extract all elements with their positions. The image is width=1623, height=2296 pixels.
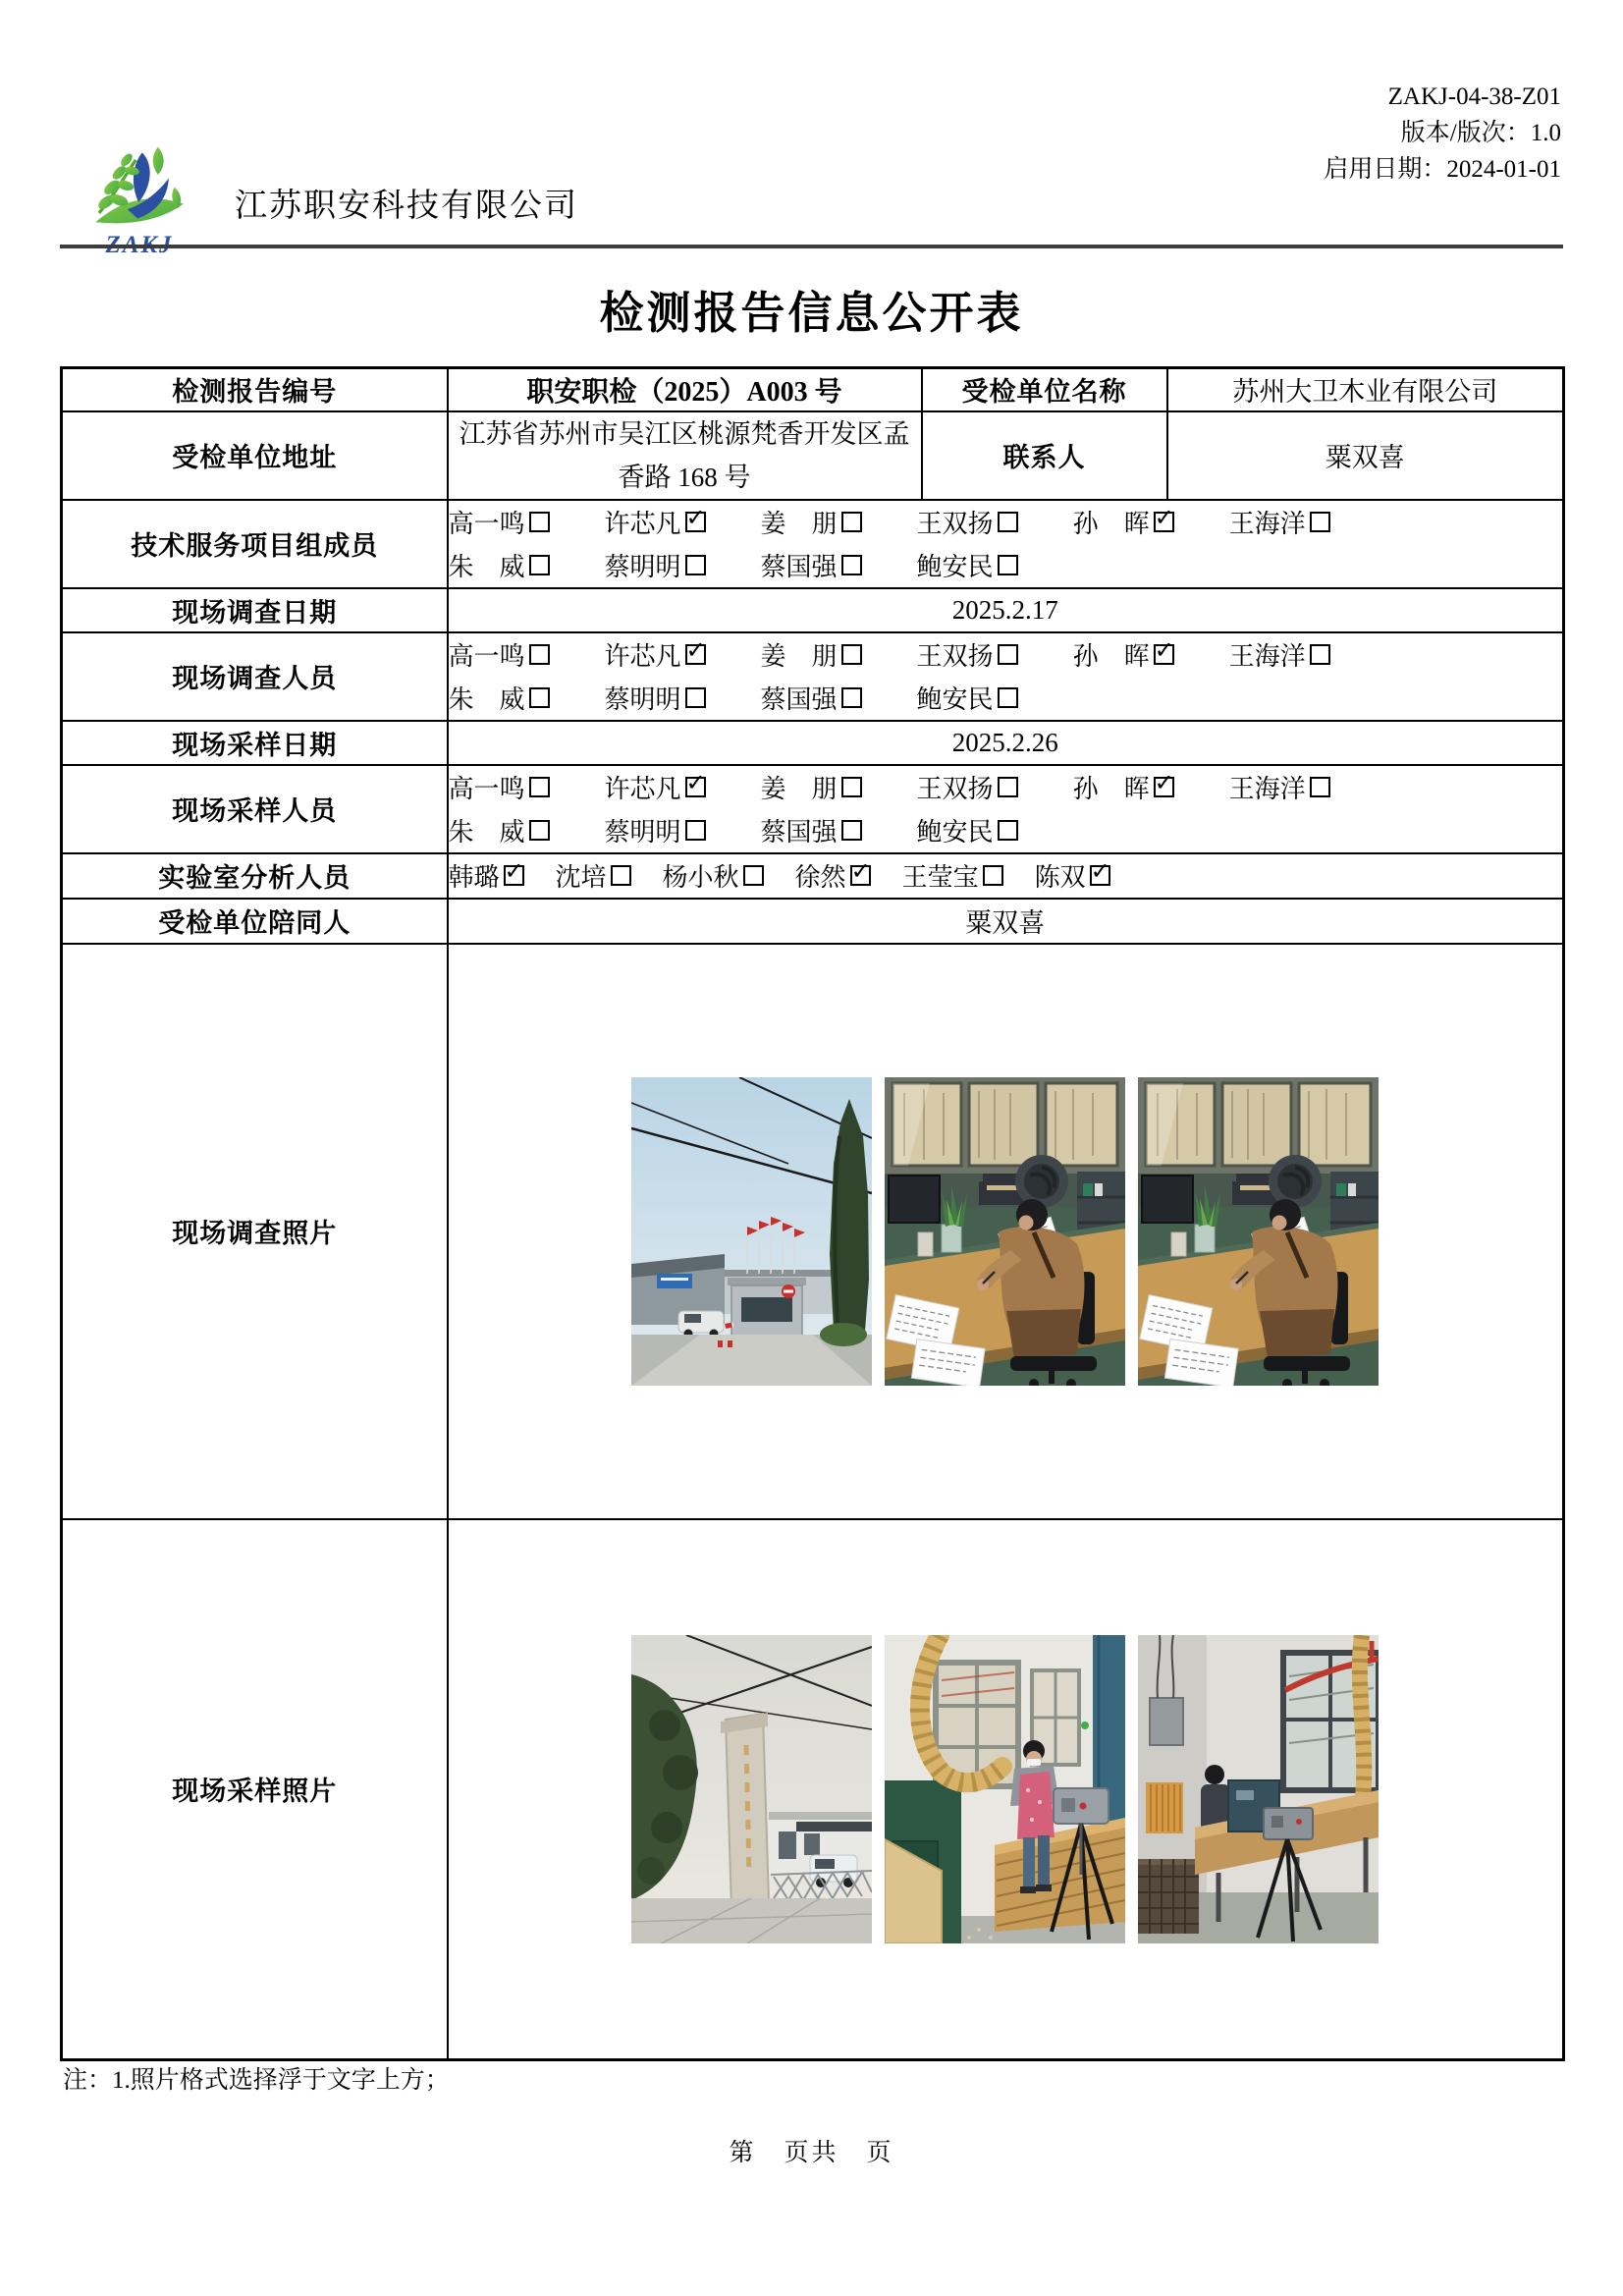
checkbox-unchecked-icon: [743, 865, 764, 886]
survey-staff-cell: [448, 632, 1564, 721]
checkbox-checked-icon: [685, 512, 706, 532]
personnel-option: [605, 636, 706, 673]
checkbox-unchecked-icon: [529, 555, 550, 575]
personnel-option: [449, 504, 550, 540]
checkbox-unchecked-icon: [685, 820, 706, 841]
personnel-option: [449, 636, 550, 673]
checkbox-checked-icon: [850, 865, 871, 886]
personnel-option: [663, 857, 764, 894]
personnel-option: [605, 547, 706, 583]
lab-staff-cell: [448, 853, 1564, 899]
checkbox-unchecked-icon: [841, 777, 862, 797]
survey-staff-line-1: [449, 633, 1563, 677]
project-members-label: 技术服务项目组成员: [62, 500, 448, 588]
personnel-option: [917, 769, 1018, 805]
table-row: [62, 632, 1564, 721]
footnote: 注：1.照片格式选择浮于文字上方；: [63, 2067, 450, 2094]
personnel-option: [1073, 504, 1174, 540]
header-divider: [60, 245, 1563, 248]
contact-label: 联系人: [922, 411, 1167, 500]
sampling-staff-label: 现场采样人员: [62, 765, 448, 853]
survey-photo-strip: [449, 1077, 1563, 1386]
survey-staff-line-2: [449, 677, 1563, 720]
checkbox-unchecked-icon: [998, 644, 1018, 665]
person-name: 韩璐: [448, 863, 500, 892]
checkbox-unchecked-icon: [841, 644, 862, 665]
checkbox-checked-icon: [1154, 644, 1174, 665]
leaf-swoosh-logo-icon: [84, 134, 194, 236]
company-logo: [78, 134, 201, 259]
checkbox-checked-icon: [1154, 512, 1174, 532]
checkbox-unchecked-icon: [611, 865, 631, 886]
version-line: 版本/版次：1.0: [1400, 120, 1561, 146]
person-name: 蔡明明: [604, 553, 681, 581]
office-survey-photo-2: [1138, 1077, 1379, 1386]
checkbox-unchecked-icon: [841, 512, 862, 532]
personnel-option: [1229, 636, 1330, 673]
person-name: 高一鸣: [448, 642, 525, 671]
personnel-option: [917, 636, 1018, 673]
lab-staff-line: [449, 854, 1563, 898]
sampling-staff-cell: [448, 765, 1564, 853]
person-name: 孙 晖: [1072, 775, 1150, 803]
report-no-value: 职安职检（2025）A003 号: [448, 368, 922, 411]
checkbox-unchecked-icon: [529, 820, 550, 841]
checkbox-unchecked-icon: [998, 512, 1018, 532]
checkbox-checked-icon: [504, 865, 524, 886]
survey-staff-label: 现场调查人员: [62, 632, 448, 721]
checkbox-unchecked-icon: [983, 865, 1003, 886]
survey-photos-label: 现场调查照片: [62, 944, 448, 1519]
survey-date-label: 现场调查日期: [62, 588, 448, 632]
personnel-option: [556, 857, 631, 894]
person-name: 姜 朋: [760, 510, 838, 538]
personnel-option: [917, 812, 1018, 848]
checkbox-unchecked-icon: [998, 820, 1018, 841]
person-name: 朱 威: [448, 553, 525, 581]
checkbox-unchecked-icon: [1310, 777, 1330, 797]
unit-name-value: 苏州大卫木业有限公司: [1167, 368, 1564, 411]
personnel-option: [1229, 504, 1330, 540]
person-name: 朱 威: [448, 818, 525, 847]
checkbox-unchecked-icon: [529, 512, 550, 532]
personnel-option: [761, 547, 862, 583]
checkbox-unchecked-icon: [998, 555, 1018, 575]
lab-staff-label: 实验室分析人员: [62, 853, 448, 899]
checkbox-unchecked-icon: [1310, 512, 1330, 532]
person-name: 姜 朋: [760, 642, 838, 671]
personnel-option: [605, 504, 706, 540]
workshop-conveyor-sampling-photo: [1138, 1635, 1379, 1943]
person-name: 鲍安民: [916, 553, 994, 581]
document-code: ZAKJ-04-38-Z01: [1387, 83, 1561, 110]
survey-photos-cell: [448, 944, 1564, 1519]
personnel-option: [1035, 857, 1110, 894]
table-row: [62, 500, 1564, 588]
personnel-option: [605, 769, 706, 805]
person-name: 王海洋: [1228, 642, 1306, 671]
person-name: 许芯凡: [604, 775, 681, 803]
members-line-2: [449, 544, 1563, 587]
personnel-option: [1073, 769, 1174, 805]
checkbox-checked-icon: [685, 777, 706, 797]
checkbox-checked-icon: [1090, 865, 1110, 886]
table-row: [62, 411, 1564, 500]
personnel-option: [605, 812, 706, 848]
personnel-option: [605, 680, 706, 716]
document-info: [1324, 79, 1561, 188]
personnel-option: [917, 547, 1018, 583]
project-members-cell: [448, 500, 1564, 588]
checkbox-unchecked-icon: [998, 777, 1018, 797]
table-row: [62, 721, 1564, 765]
person-name: 王双扬: [916, 510, 994, 538]
person-name: 蔡国强: [760, 818, 838, 847]
plant-entrance-photo: [631, 1635, 872, 1943]
person-name: 朱 威: [448, 685, 525, 714]
person-name: 王双扬: [916, 775, 994, 803]
checkbox-unchecked-icon: [841, 555, 862, 575]
personnel-option: [761, 680, 862, 716]
checkbox-unchecked-icon: [998, 687, 1018, 708]
person-name: 孙 晖: [1072, 642, 1150, 671]
disclosure-form-table: [60, 366, 1565, 2061]
unit-name-label: 受检单位名称: [922, 368, 1167, 411]
checkbox-unchecked-icon: [841, 820, 862, 841]
table-row: [62, 588, 1564, 632]
personnel-option: [761, 504, 862, 540]
personnel-option: [917, 504, 1018, 540]
person-name: 王海洋: [1228, 510, 1306, 538]
person-name: 杨小秋: [662, 863, 739, 892]
table-row: [62, 765, 1564, 853]
contact-value: 粟双喜: [1167, 411, 1564, 500]
person-name: 王莹宝: [901, 863, 979, 892]
report-no-label: 检测报告编号: [62, 368, 448, 411]
checkbox-unchecked-icon: [529, 777, 550, 797]
table-row: [62, 1519, 1564, 2060]
sampling-staff-line-2: [449, 809, 1563, 852]
person-name: 鲍安民: [916, 818, 994, 847]
sampling-staff-line-1: [449, 766, 1563, 809]
factory-gate-photo: [631, 1077, 872, 1386]
personnel-option: [449, 812, 550, 848]
sampling-photos-cell: [448, 1519, 1564, 2060]
personnel-option: [449, 857, 524, 894]
checkbox-unchecked-icon: [529, 644, 550, 665]
address-value: 江苏省苏州市吴江区桃源梵香开发区孟香路 168 号: [448, 411, 922, 500]
sampling-date-label: 现场采样日期: [62, 721, 448, 765]
personnel-option: [1229, 769, 1330, 805]
personnel-option: [902, 857, 1003, 894]
sampling-photo-strip: [449, 1635, 1563, 1943]
personnel-option: [795, 857, 871, 894]
personnel-option: [449, 769, 550, 805]
sampling-photos-label: 现场采样照片: [62, 1519, 448, 2060]
personnel-option: [1073, 636, 1174, 673]
personnel-option: [761, 769, 862, 805]
members-line-1: [449, 501, 1563, 544]
table-row: [62, 853, 1564, 899]
person-name: 王双扬: [916, 642, 994, 671]
office-survey-photo-1: [885, 1077, 1125, 1386]
person-name: 孙 晖: [1072, 510, 1150, 538]
person-name: 徐然: [794, 863, 846, 892]
person-name: 蔡国强: [760, 553, 838, 581]
page-header: [60, 77, 1563, 246]
person-name: 蔡国强: [760, 685, 838, 714]
company-name: 江苏职安科技有限公司: [235, 189, 578, 224]
person-name: 鲍安民: [916, 685, 994, 714]
person-name: 沈培: [555, 863, 607, 892]
address-label: 受检单位地址: [62, 411, 448, 500]
sampling-date-value: 2025.2.26: [448, 721, 1564, 765]
checkbox-checked-icon: [1154, 777, 1174, 797]
personnel-option: [449, 547, 550, 583]
person-name: 高一鸣: [448, 510, 525, 538]
brand-block: [78, 134, 578, 259]
person-name: 蔡明明: [604, 685, 681, 714]
person-name: 姜 朋: [760, 775, 838, 803]
person-name: 许芯凡: [604, 642, 681, 671]
table-row: [62, 899, 1564, 944]
page-title: 检测报告信息公开表: [599, 289, 1024, 338]
table-row: [62, 944, 1564, 1519]
personnel-option: [449, 680, 550, 716]
checkbox-unchecked-icon: [841, 687, 862, 708]
checkbox-unchecked-icon: [529, 687, 550, 708]
person-name: 许芯凡: [604, 510, 681, 538]
personnel-option: [761, 812, 862, 848]
person-name: 陈双: [1034, 863, 1086, 892]
table-row: [62, 368, 1564, 411]
checkbox-unchecked-icon: [685, 687, 706, 708]
survey-date-value: 2025.2.17: [448, 588, 1564, 632]
effective-date-line: 启用日期：2024-01-01: [1324, 156, 1561, 183]
person-name: 蔡明明: [604, 818, 681, 847]
personnel-option: [761, 636, 862, 673]
personnel-option: [917, 680, 1018, 716]
checkbox-unchecked-icon: [1310, 644, 1330, 665]
accompany-value: 粟双喜: [448, 899, 1564, 944]
accompany-label: 受检单位陪同人: [62, 899, 448, 944]
checkbox-checked-icon: [685, 644, 706, 665]
checkbox-unchecked-icon: [685, 555, 706, 575]
page-number-line: 第 页共 页: [729, 2140, 894, 2166]
person-name: 王海洋: [1228, 775, 1306, 803]
person-name: 高一鸣: [448, 775, 525, 803]
workshop-duct-sampling-photo: [885, 1635, 1125, 1943]
